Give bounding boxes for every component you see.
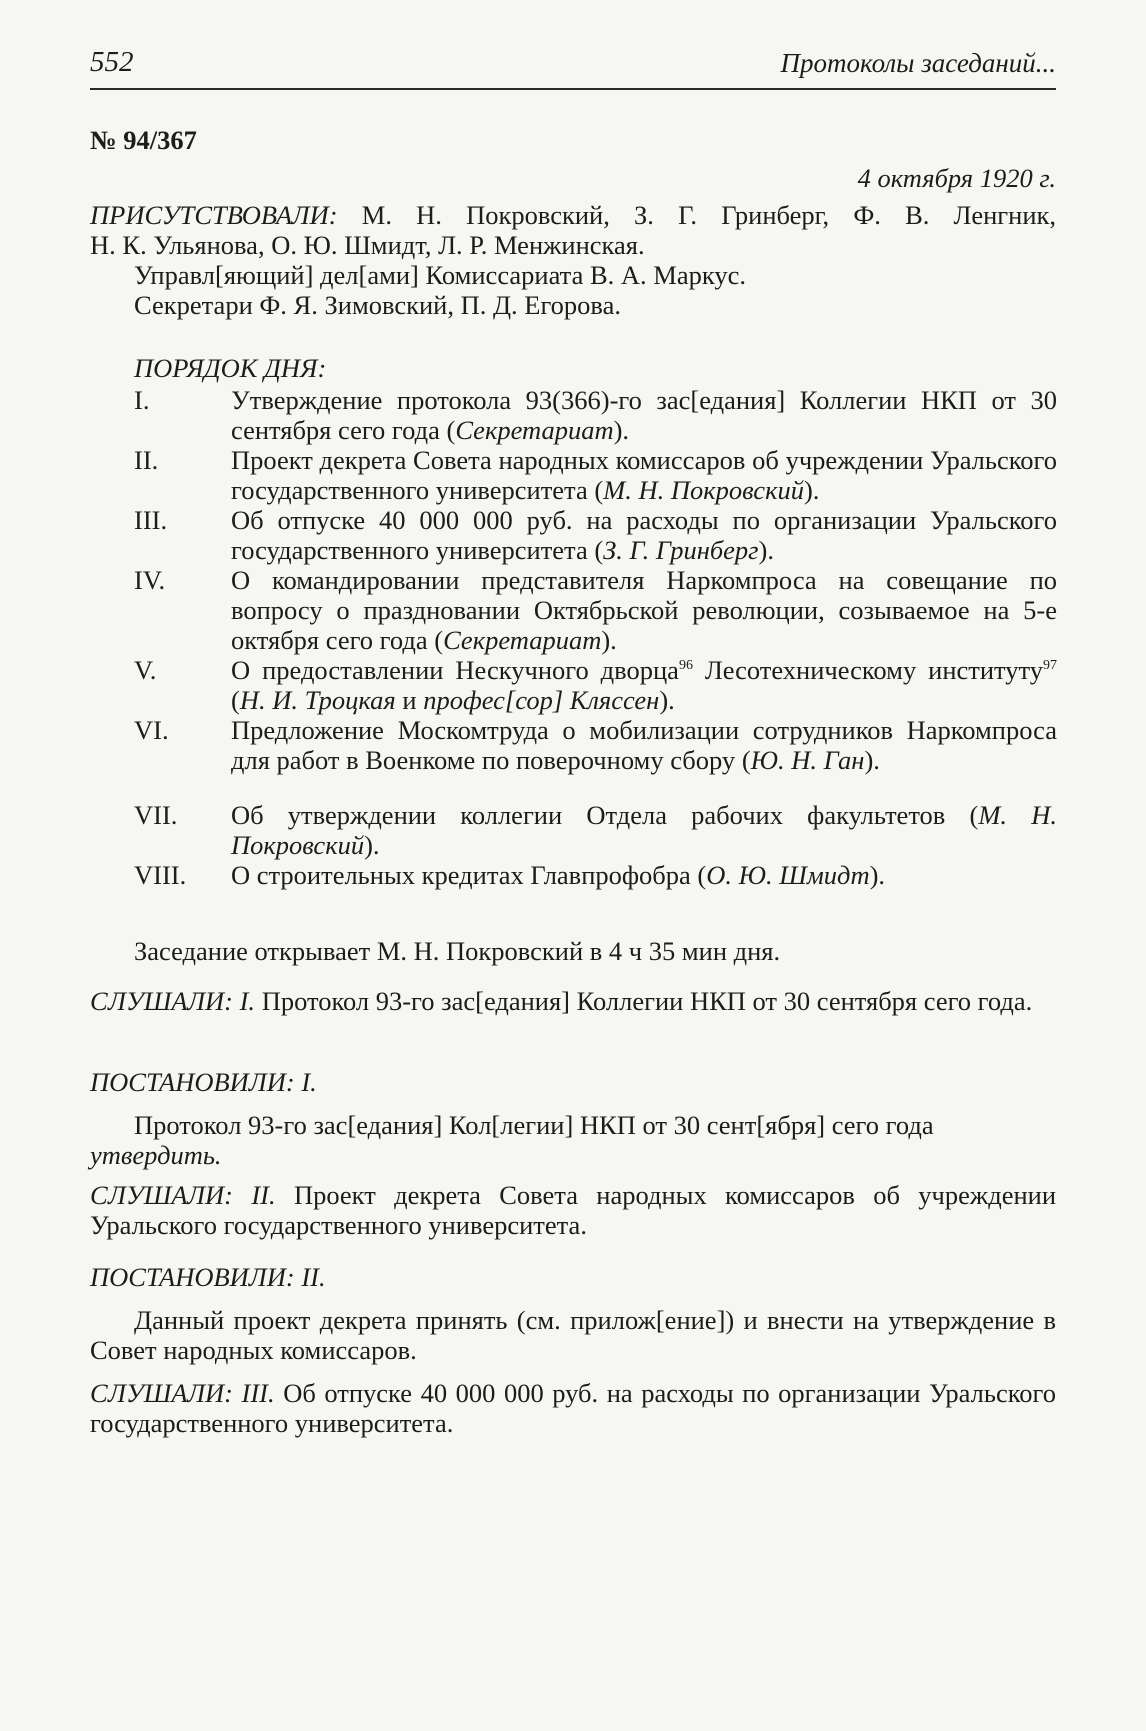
protocol-number: № 94/367 [90,125,197,155]
resolved-text: Данный проект декрета принять (см. прилож[ение]) и внести на утверждение в Совет народных комиссаров. [90,1305,1056,1365]
agenda-item: VIII. О строительных кредитах Главпрофобра (О. Ю. Шмидт). [134,860,886,890]
page-number: 552 [90,46,134,78]
agenda-item-text: О командировании представителя Наркомпроса на совещание по вопросу о праздновании Октябрьской революции, созываемое на 5-е октября сего года [231,565,1057,655]
agenda-item-text: Утверждение протокола 93(366)-го зас[едания] Коллегии НКП от 30 сентября сего года [231,385,1057,445]
agenda-item-speaker: М. Н. Покровский [603,475,804,505]
agenda-item-text: Предложение Москомтруда о мобилизации сотрудников Наркомпроса для работ в Военкоме по поверочному сбору [231,715,1057,775]
heard-text: Об отпуске 40 000 000 руб. на расходы по организации Уральского государственного университета. [90,1378,1056,1438]
resolved-label: ПОСТАНОВИЛИ: I. [90,1067,317,1097]
resolved-text: Протокол 93-го зас[едания] Кол[легии] НКП от 30 сент[ября] сего года [134,1110,934,1140]
opening-line: Заседание открывает М. Н. Покровский в 4 ч 35 мин дня. [134,936,781,966]
agenda-item: II. Проект декрета Совета народных комиссаров об учреждении Уральского государственного университета (М. Н. Покровский). [134,445,1057,505]
agenda-item: V. О предоставлении Нескучного дворца$^{96}$ Лесотехническому институту$^{97}$ (Н. И. Троцкая и профес[сор] Кляссен). [134,655,1058,715]
running-title: Протоколы заседаний... [780,48,1056,78]
resolved-verb: утвердить. [90,1140,222,1170]
heard-label: СЛУШАЛИ: II. [90,1180,276,1210]
agenda-item: VI. Предложение Москомтруда о мобилизации сотрудников Наркомпроса для работ в Военкоме по поверочному сбору (Ю. Н. Ган). [134,715,1057,775]
agenda-item-number: I. [134,385,150,415]
footnote-ref-97: 97 [1043,658,1058,674]
agenda-item: I. Утверждение протокола 93(366)-го зас[едания] Коллегии НКП от 30 сентября сего года (Секретариат). [134,385,1057,445]
agenda-item-text: Об отпуске 40 000 000 руб. на расходы по организации Уральского государственного университета [231,505,1057,565]
present-block [90,200,1056,320]
heard-label: СЛУШАЛИ: III. [90,1378,275,1408]
agenda-item: IV. О командировании представителя Наркомпроса на совещание по вопросу о праздновании Октябрьской революции, созываемое на 5-е октября сего года (Секретариат). [134,565,1057,655]
agenda-item-end: ). [364,830,380,860]
present-label: ПРИСУТСТВОВАЛИ: [90,200,338,230]
agenda-item: VII. Об утверждении коллегии Отдела рабочих факультетов (М. Н. Покровский). [134,800,1057,860]
heard-text: Проект декрета Совета народных комиссаров об учреждении Уральского государственного университета. [90,1180,1056,1240]
agenda-item-end: ). [659,685,675,715]
heard-1 [90,986,1056,1016]
page-header [90,38,1056,90]
agenda-item-text: Лесотехническому институту [692,655,1044,685]
agenda-item-speaker: З. Г. Гринберг [603,535,759,565]
heard-2 [90,1180,1056,1240]
agenda-item-speaker: О. Ю. Шмидт [706,860,870,890]
resolved-label: ПОСТАНОВИЛИ: II. [90,1262,326,1292]
agenda-item-end: ). [869,860,886,890]
secretaries-line: Секретари Ф. Я. Зимовский, П. Д. Егорова. [134,290,621,320]
header-rule [90,88,1056,90]
agenda-item-conj: и [402,685,417,715]
agenda-item-end: ). [613,415,630,445]
agenda-item-number: V. [134,655,157,685]
agenda-item-number: VIII. [134,860,187,890]
agenda-item-number: IV. [134,565,166,595]
agenda-item-end: ). [601,625,617,655]
heard-label: СЛУШАЛИ: I. [90,986,256,1016]
agenda-label: ПОРЯДОК ДНЯ: [134,353,327,383]
agenda-item-speaker: профес[сор] Кляссен [423,685,660,715]
manager-line: Управл[яющий] дел[ами] Комиссариата В. А. Маркус. [134,260,746,290]
agenda-item-speaker: Секретариат [443,625,602,655]
agenda-item-text: Об утверждении коллегии Отдела рабочих факультетов [231,800,946,830]
agenda-item-end: ). [803,475,820,505]
agenda-item-speaker: Н. И. Троцкая [239,685,396,715]
agenda-item-end: ). [864,745,880,775]
present-line-2: Н. К. Ульянова, О. Ю. Шмидт, Л. Р. Менжинская. [90,230,645,260]
agenda-item-number: III. [134,505,168,535]
footnote-ref-96: 96 [678,658,693,674]
agenda-item-end: ). [758,535,774,565]
agenda-item-text: О строительных кредитах Главпрофобра [231,860,691,890]
heard-text: Протокол 93-го зас[едания] Коллегии НКП от 30 сентября сего года. [261,986,1033,1016]
agenda-item-speaker: Секретариат [455,415,614,445]
agenda-item-number: VI. [134,715,169,745]
agenda-item: III. Об отпуске 40 000 000 руб. на расходы по организации Уральского государственного университета (З. Г. Гринберг). [134,505,1057,565]
agenda-item-speaker: М. Н. Покровский [231,800,1057,860]
heard-3 [90,1378,1056,1438]
resolved-1 [90,1110,1056,1170]
agenda-item-number: VII. [134,800,178,830]
agenda-item-speaker: Ю. Н. Ган [750,745,865,775]
present-line-1: М. Н. Покровский, З. Г. Гринберг, Ф. В. Ленгник, [361,200,1057,230]
protocol-date: 4 октября 1920 г. [857,163,1056,193]
agenda-item-text: Проект декрета Совета народных комиссаров об учреждении Уральского государственного университета [231,445,1057,505]
agenda-item-number: II. [134,445,159,475]
agenda-item-text: О предоставлении Нескучного дворца [231,655,679,685]
